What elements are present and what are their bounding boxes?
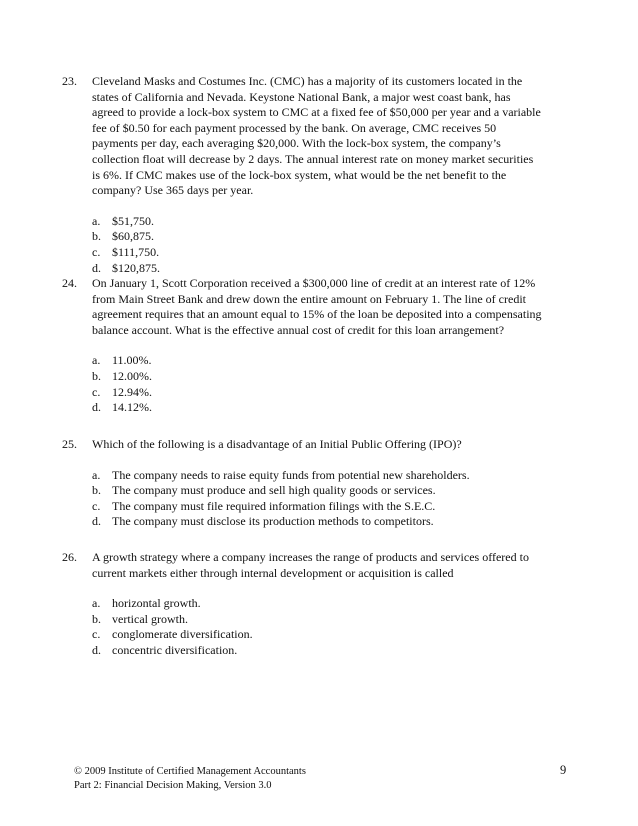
answer-option-d [92, 643, 572, 659]
option-text: The company must produce and sell high quality goods or services. [112, 483, 436, 498]
question-line: company? Use 365 days per year. [92, 183, 254, 198]
question-number: 23. [62, 74, 77, 88]
answer-options [92, 596, 572, 658]
question-number: 26. [62, 550, 77, 564]
answer-option-c [92, 385, 572, 401]
option-text: The company must file required information filings with the S.E.C. [112, 498, 436, 513]
question-26 [62, 550, 572, 659]
option-text: $120,875. [112, 260, 160, 275]
option-text: 12.94%. [112, 384, 152, 399]
question-number: 25. [62, 437, 77, 451]
answer-option-a [92, 214, 572, 230]
answer-option-b [92, 369, 572, 385]
option-letter: c. [92, 244, 101, 259]
question-line: current markets either through internal development or acquisition is called [92, 565, 454, 580]
option-letter: a. [92, 353, 101, 368]
option-letter: a. [92, 213, 101, 228]
question-23 [62, 74, 572, 276]
question-line: A growth strategy where a company increases the range of products and services offered to [92, 550, 529, 564]
answer-option-b [92, 612, 572, 628]
question-line: fee of $0.50 for each payment processed by the bank. On average, CMC receives 50 [92, 120, 497, 135]
question-24 [62, 276, 572, 416]
option-text: concentric diversification. [112, 642, 238, 657]
option-text: 11.00%. [112, 353, 152, 368]
option-letter: d. [92, 642, 101, 657]
question-line: from Main Street Bank and drew down the entire amount on February 1. The line of credit [92, 291, 526, 306]
answer-option-d [92, 400, 572, 416]
question-line: On January 1, Scott Corporation received a $300,000 line of credit at an interest rate of 12% [92, 276, 536, 290]
question-line: is 6%. If CMC makes use of the lock-box system, what would be the net benefit to the [92, 167, 507, 182]
question-text [92, 74, 572, 199]
answer-option-c [92, 499, 572, 515]
question-text [92, 437, 572, 453]
option-text: horizontal growth. [112, 596, 201, 611]
option-letter: d. [92, 514, 101, 529]
option-letter: b. [92, 229, 101, 244]
option-text: $111,750. [112, 244, 160, 259]
option-letter: a. [92, 467, 101, 482]
option-text: conglomerate diversification. [112, 627, 253, 642]
option-letter: b. [92, 483, 101, 498]
question-number: 24. [62, 276, 77, 290]
page-number: 9 [560, 763, 567, 777]
answer-options [92, 468, 572, 530]
option-text: The company must disclose its production methods to competitors. [112, 514, 434, 529]
question-line: Cleveland Masks and Costumes Inc. (CMC) has a majority of its customers located in the [92, 74, 523, 88]
answer-option-a [92, 468, 572, 484]
question-25 [62, 437, 572, 530]
question-line: agreed to provide a lock-box system to CMC at a fixed fee of $50,000 per year and a variable [92, 105, 541, 120]
option-text: The company needs to raise equity funds from potential new shareholders. [112, 467, 470, 482]
option-letter: c. [92, 384, 101, 399]
question-line: balance account. What is the effective annual cost of credit for this loan arrangement? [92, 322, 505, 337]
answer-options [92, 353, 572, 415]
option-letter: d. [92, 260, 101, 275]
option-letter: b. [92, 611, 101, 626]
answer-options [92, 214, 572, 276]
option-letter: a. [92, 596, 101, 611]
option-letter: c. [92, 627, 101, 642]
answer-option-b [92, 483, 572, 499]
option-letter: c. [92, 498, 101, 513]
option-text: vertical growth. [112, 611, 188, 626]
page-footer [74, 765, 306, 793]
option-text: 14.12%. [112, 400, 152, 415]
question-line: Which of the following is a disadvantage of an Initial Public Offering (IPO)? [92, 437, 462, 451]
option-text: $60,875. [112, 229, 154, 244]
answer-option-a [92, 596, 572, 612]
option-letter: b. [92, 368, 101, 383]
footer-subtitle: Part 2: Financial Decision Making, Version 3.0 [74, 780, 272, 791]
question-line: states of California and Nevada. Keystone National Bank, a major west coast bank, has [92, 89, 511, 104]
answer-option-a [92, 353, 572, 369]
answer-option-c [92, 245, 572, 261]
option-text: 12.00%. [112, 368, 152, 383]
question-text [92, 550, 572, 581]
answer-option-c [92, 627, 572, 643]
question-line: payments per day, each averaging $20,000. With the lock-box system, the company’s [92, 136, 501, 151]
answer-option-b [92, 229, 572, 245]
answer-option-d [92, 261, 572, 277]
question-line: agreement requires that an amount equal to 15% of the loan be deposited into a compensating [92, 307, 542, 322]
option-letter: d. [92, 400, 101, 415]
option-text: $51,750. [112, 213, 154, 228]
footer-copyright: © 2009 Institute of Certified Management Accountants [74, 766, 306, 777]
answer-option-d [92, 514, 572, 530]
question-text [92, 276, 572, 338]
question-line: collection float will decrease by 2 days. The annual interest rate on money market securities [92, 151, 534, 166]
